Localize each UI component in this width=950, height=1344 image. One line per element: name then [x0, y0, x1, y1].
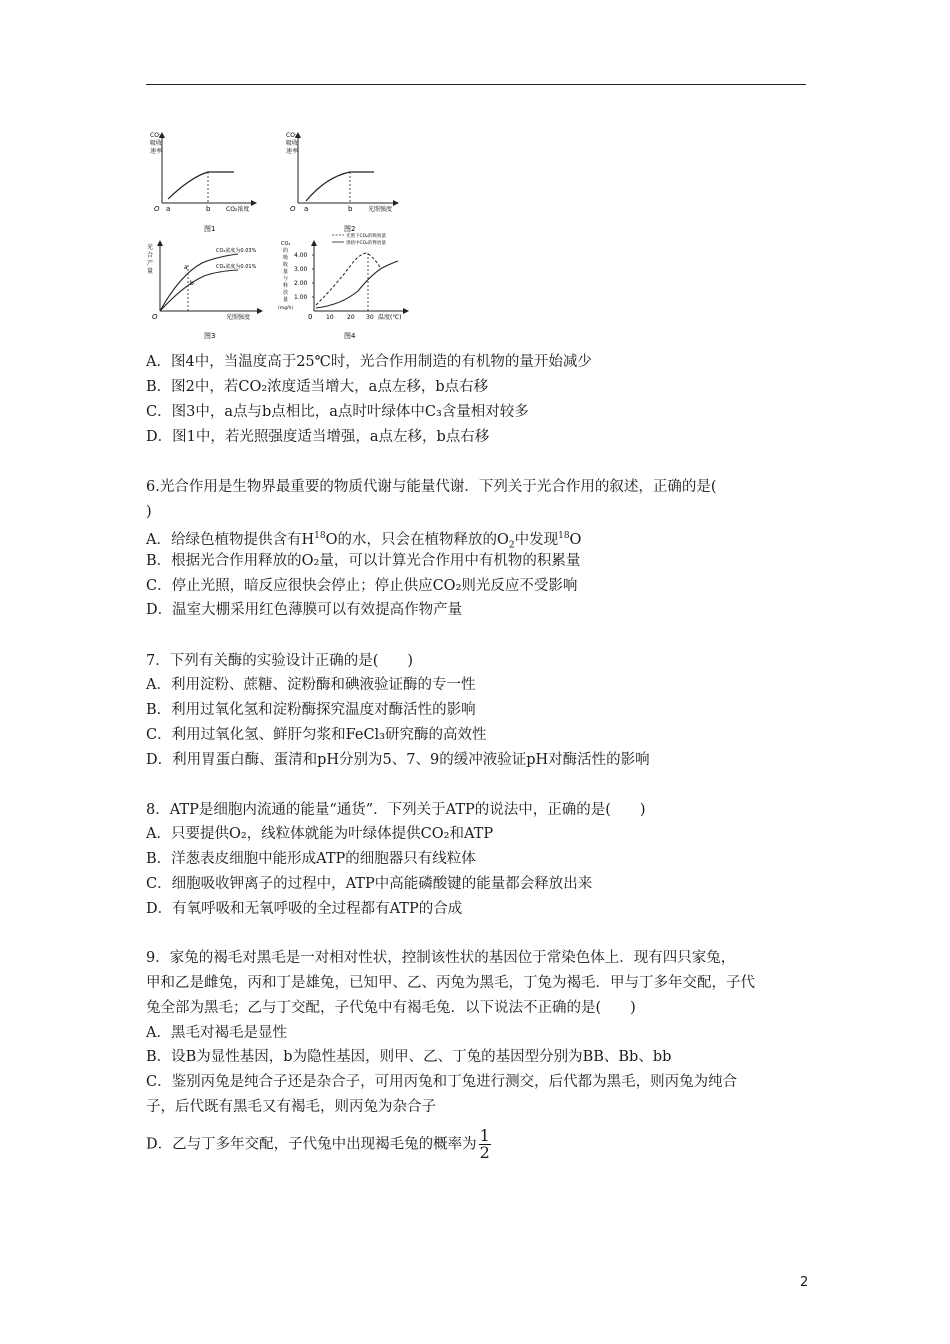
q7-option-d: D．利用胃蛋白酶、蛋清和pH分别为5、7、9的缓冲液验证pH对酶活性的影响: [146, 752, 650, 768]
q6-a-sup1: 18: [314, 531, 326, 541]
q8-option-d: D．有氧呼吸和无氧呼吸的全过程都有ATP的合成: [146, 901, 463, 917]
q9-stem-line2: 甲和乙是雌兔，丙和丁是雄兔，已知甲、乙、丙兔为黑毛，丁兔为褐毛．甲与丁多年交配，子代: [146, 975, 755, 991]
fig1-caption: 图1: [204, 225, 216, 233]
fig4-ylabel-5: 量: [283, 269, 289, 275]
fig2-origin: O: [290, 205, 296, 213]
fig1-ylabel-3: 速率: [150, 148, 163, 155]
fig3-caption: 图3: [204, 332, 216, 340]
fig3-ylabel-3: 产: [147, 260, 154, 267]
fig4-curve-dark: [316, 261, 398, 308]
fig2-caption: 图2: [344, 225, 356, 233]
q6-a-part1: A．给绿色植物提供含有H: [146, 531, 315, 548]
fig4-xtick-10: 10: [326, 314, 334, 321]
fig3-legend-1: CO₂浓度为0.03%: [216, 248, 257, 254]
header-rule: [146, 84, 806, 85]
q7-option-b: B．利用过氧化氢和淀粉酶探究温度对酶活性的影响: [146, 702, 476, 718]
fig1-xlabel: CO₂浓度: [226, 206, 250, 213]
q6-a-part3: 中发现: [514, 531, 559, 548]
q8-option-a: A．只要提供O₂，线粒体就能为叶绿体提供CO₂和ATP: [146, 826, 494, 842]
fig1-a-label: a: [166, 205, 171, 213]
figure-panel: [146, 125, 416, 350]
q5-option-a: A．图4中，当温度高于25℃时，光合作用制造的有机物的量开始减少: [146, 354, 592, 370]
fraction-one-half: [479, 1128, 491, 1161]
figure-3: [147, 241, 262, 340]
q9-stem-line3: 兔全部为黑毛；乙与丁交配，子代兔中有褐毛兔．以下说法不正确的是( ): [146, 1000, 636, 1016]
q5-option-c: C．图3中，a点与b点相比，a点时叶绿体中C₃含量相对较多: [146, 404, 529, 420]
fig4-ylabel-7: 释: [283, 283, 289, 289]
fig3-legend-2: CO₂浓度为0.01%: [216, 264, 257, 270]
fig4-legend-2: 黑暗中CO₂的释放量: [346, 241, 386, 246]
q7-option-c: C．利用过氧化氢、鲜肝匀浆和FeCl₃研究酶的高效性: [146, 727, 487, 743]
fig4-ylabel-9: 量: [283, 297, 289, 303]
fig3-xlabel: 光照强度: [226, 314, 251, 321]
fig4-ytick-1: 1.00: [294, 294, 308, 301]
fig4-ytick-4: 4.00: [294, 252, 308, 259]
q6-a-sup2: 18: [558, 531, 570, 541]
fig1-ylabel-1: CO₂: [150, 132, 162, 139]
figures-svg: [146, 125, 416, 350]
figure-1: [150, 132, 256, 233]
q5-option-b: B．图2中，若CO₂浓度适当增大，a点左移，b点右移: [146, 379, 489, 395]
fig2-a-label: a: [304, 205, 309, 213]
q6-a-part4: O: [569, 531, 582, 548]
q7-option-a: A．利用淀粉、蔗糖、淀粉酶和碘液验证酶的专一性: [146, 677, 476, 693]
fig4-xtick-20: 20: [347, 314, 355, 321]
fig4-ylabel-3: 吸: [283, 255, 289, 261]
fraction-numerator: 1: [479, 1126, 490, 1145]
fig4-ytick-3: 3.00: [294, 266, 308, 273]
q9-stem-line1: 9．家兔的褐毛对黑毛是一对相对性状，控制该性状的基因位于常染色体上．现有四只家兔，: [146, 950, 736, 966]
fig4-ylabel-1: CO₂: [281, 241, 291, 247]
fig2-xlabel: 光照强度: [368, 206, 393, 213]
fig3-b-label: b: [190, 280, 194, 287]
fig4-xtick-30: 30: [366, 314, 374, 321]
fig2-ylabel-2: 吸收: [286, 140, 299, 147]
q9-option-c-line1: C．鉴别丙兔是纯合子还是杂合子，可用丙兔和丁兔进行测交，后代都为黑毛，则丙兔为纯合: [146, 1074, 738, 1090]
fig4-ylabel-4: 收: [283, 262, 289, 268]
fig4-xlabel: 温度(℃): [378, 314, 402, 321]
fig1-ylabel-2: 吸收: [150, 140, 163, 147]
fig1-b-label: b: [206, 205, 211, 213]
fig4-ytick-2: 2.00: [294, 280, 308, 287]
page-number: 2: [800, 1275, 809, 1290]
fig4-caption: 图4: [344, 332, 356, 340]
q6-stem: 6.光合作用是生物界最重要的物质代谢与能量代谢．下列关于光合作用的叙述，正确的是(: [146, 479, 717, 495]
q6-option-c: C．停止光照，暗反应很快会停止；停止供应CO₂则光反应不受影响: [146, 578, 578, 594]
fig3-curve-high: [160, 254, 238, 311]
fig4-yunit: (mg/h): [278, 306, 294, 311]
q6-option-d: D．温室大棚采用红色薄膜可以有效提高作物产量: [146, 602, 463, 618]
q8-option-c: C．细胞吸收钾离子的过程中，ATP中高能磷酸键的能量都会释放出来: [146, 876, 593, 892]
q7-stem: 7．下列有关酶的实验设计正确的是( ): [146, 653, 414, 669]
fig4-curve-light: [316, 253, 380, 305]
figure-4: [278, 232, 408, 340]
fig2-ylabel-1: CO₂: [286, 132, 298, 139]
q6-a-part2: O的水，只会在植物释放的O: [325, 531, 509, 548]
q5-option-d: D．图1中，若光照强度适当增强，a点左移，b点右移: [146, 429, 490, 445]
q9-option-c-line2: 子，后代既有黑毛又有褐毛，则丙兔为杂合子: [146, 1099, 436, 1115]
q8-option-b: B．洋葱表皮细胞中能形成ATP的细胞器只有线粒体: [146, 851, 476, 867]
fig1-origin: O: [154, 205, 160, 213]
q8-stem: 8．ATP是细胞内流通的能量“通货”．下列关于ATP的说法中，正确的是( ): [146, 802, 646, 818]
fig1-curve: [168, 172, 234, 199]
q9-option-d-text: D．乙与丁多年交配，子代兔中出现褐毛兔的概率为: [146, 1136, 477, 1153]
fig4-ylabel-2: 的: [283, 248, 289, 254]
fig3-curve-low: [160, 270, 238, 311]
q6-stem-cont: ): [146, 504, 152, 520]
fig3-origin: O: [152, 313, 158, 321]
q9-option-a: A．黑毛对褐毛是显性: [146, 1025, 287, 1041]
q9-option-d: [146, 1128, 491, 1161]
fig4-ylabel-8: 放: [283, 290, 289, 296]
fig4-legend-1: 光照下CO₂的吸收量: [346, 234, 386, 239]
fig3-ylabel-2: 合: [147, 252, 154, 259]
fig2-b-label: b: [348, 205, 353, 213]
fig4-ylabel-6: 与: [283, 276, 289, 282]
fig3-a-label: a: [184, 264, 188, 271]
fraction-denominator: 2: [479, 1143, 490, 1162]
q9-option-b: B．设B为显性基因，b为隐性基因，则甲、乙、丁兔的基因型分别为BB、Bb、bb: [146, 1049, 672, 1065]
q6-a-sub: 2: [508, 540, 515, 551]
figure-2: [286, 132, 398, 233]
fig3-ylabel-4: 量: [147, 268, 154, 275]
q6-option-b: B．根据光合作用释放的O₂量，可以计算光合作用中有机物的积累量: [146, 553, 581, 569]
fig2-curve: [306, 172, 374, 201]
fig4-origin: 0: [308, 313, 313, 321]
fig3-ylabel-1: 光: [147, 244, 154, 251]
fig2-ylabel-3: 速率: [286, 148, 299, 155]
